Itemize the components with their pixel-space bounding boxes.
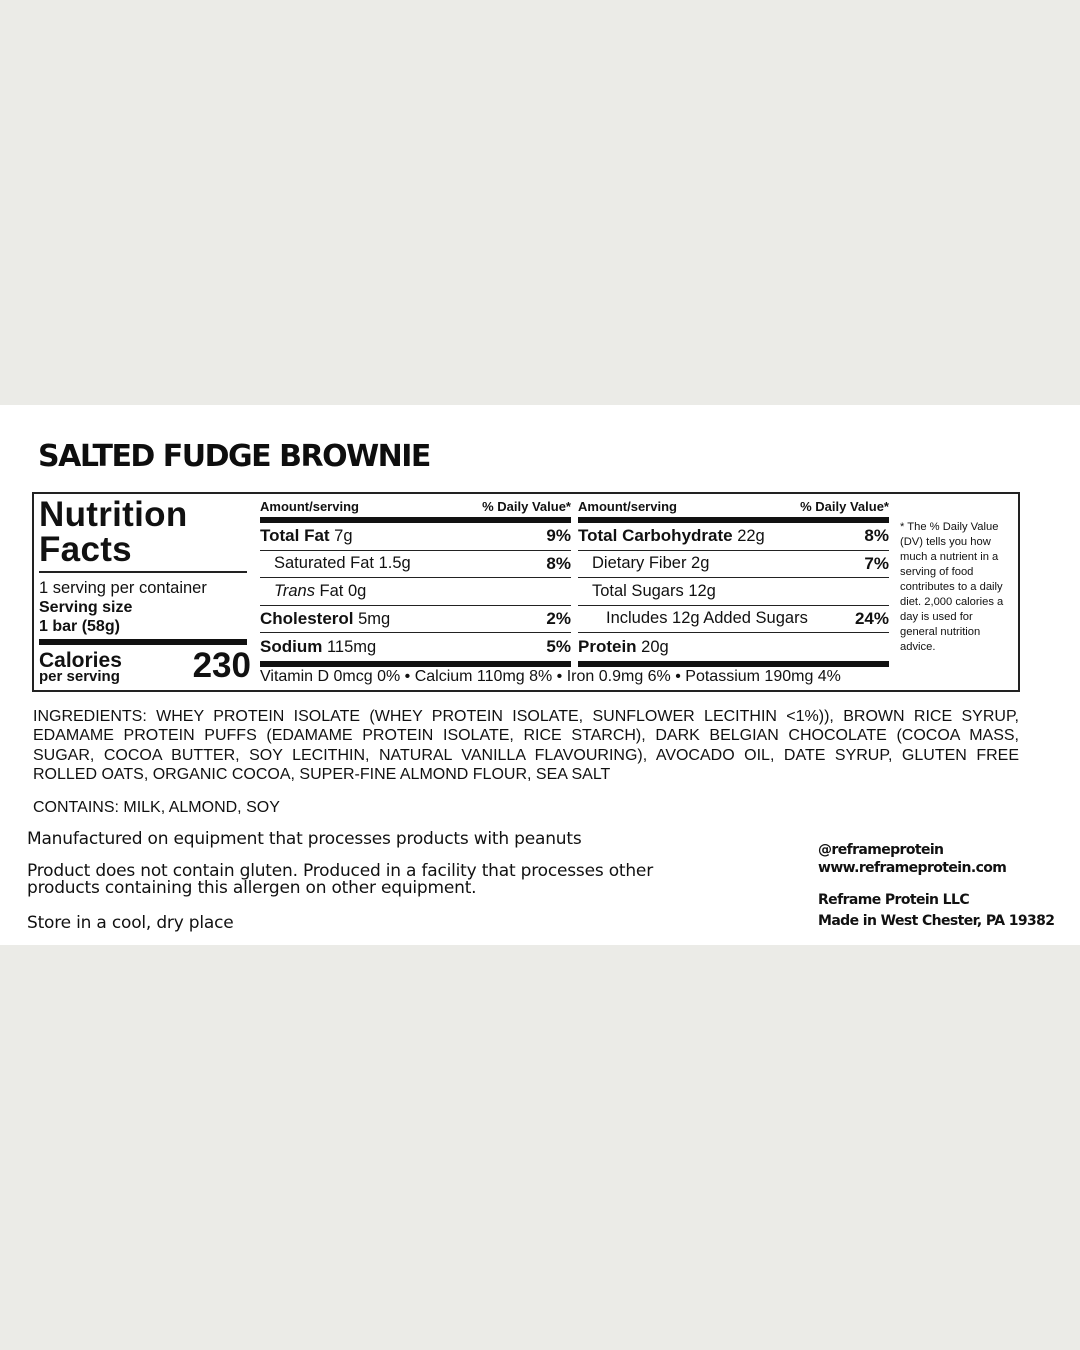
- nutrient-row-total-sugars: [578, 578, 889, 606]
- nutrient-amount: 7g: [334, 527, 353, 546]
- nutrient-row-total-fat: [260, 523, 571, 551]
- nutrient-name: Total Carbohydrate: [578, 526, 733, 546]
- serving-size-label: Serving size: [39, 599, 133, 616]
- brand-social: [818, 841, 1006, 877]
- nutrient-name: Sodium: [260, 636, 323, 656]
- nutrient-row-cholesterol: [260, 606, 571, 634]
- nutrient-dv: 9%: [546, 526, 571, 546]
- product-title: SALTED FUDGE BROWNIE: [38, 439, 430, 474]
- nutrient-dv: 24%: [854, 608, 889, 628]
- nutrient-amount: 2g: [691, 554, 710, 573]
- nutrient-name: Protein: [578, 636, 637, 656]
- nutrient-row-added-sugars: [578, 606, 889, 634]
- allergen-contains: CONTAINS: MILK, ALMOND, SOY: [33, 799, 280, 816]
- nutrition-facts-box: [32, 492, 1020, 692]
- nutrient-row-total-carbohydrate: [578, 523, 889, 551]
- nutrient-amount: 20g: [641, 637, 669, 656]
- website-link: www.reframeprotein.com: [818, 860, 1007, 876]
- nutrient-name: Total Fat: [260, 526, 330, 546]
- nutrient-name: Total Sugars: [592, 581, 684, 600]
- calories-label: Calories: [39, 649, 122, 672]
- divider: [39, 571, 247, 573]
- nutrient-amount: 115mg: [326, 637, 377, 656]
- nutrient-dv: 5%: [546, 636, 571, 656]
- nutrient-column-right: [578, 499, 889, 667]
- gluten-note: Product does not contain gluten. Produced in a facility that processes other products containing this allergen on other equipment.: [27, 861, 653, 898]
- nutrient-amount: 1.5g: [378, 554, 411, 573]
- nutrient-name: Includes 12g Added Sugars: [606, 609, 808, 628]
- nutrient-name-suffix: Fat: [319, 581, 344, 600]
- nutrition-facts-summary: [39, 495, 251, 685]
- column-header: [578, 499, 889, 517]
- nutrient-row-saturated-fat: [260, 551, 571, 579]
- nutrition-heading-line2: Facts: [39, 530, 132, 569]
- nutrient-dv: 8%: [546, 553, 571, 573]
- nutrient-amount: 5mg: [358, 609, 391, 628]
- company-origin: Made in West Chester, PA 19382: [818, 913, 1055, 929]
- nutrient-amount: 22g: [737, 527, 765, 546]
- nutrient-name: Saturated Fat: [274, 554, 374, 573]
- nutrient-name: Trans: [274, 581, 315, 600]
- amount-header: Amount/serving: [578, 499, 677, 514]
- nutrition-heading-line1: Nutrition: [39, 495, 188, 534]
- social-handle: @reframeprotein: [818, 842, 944, 858]
- equipment-note: Manufactured on equipment that processes products with peanuts: [27, 829, 582, 849]
- calories-row: [39, 645, 251, 685]
- nutrient-row-dietary-fiber: [578, 551, 889, 579]
- nutrient-amount: 12g: [688, 581, 716, 600]
- calories-sub-label: per serving: [39, 668, 120, 685]
- company-name: Reframe Protein LLC: [818, 892, 970, 908]
- daily-value-header: % Daily Value*: [482, 499, 571, 514]
- divider-thick: [260, 661, 571, 667]
- nutrient-dv: 7%: [864, 553, 889, 573]
- servings-per-container: 1 serving per container: [39, 579, 207, 597]
- nutrient-column-left: [260, 499, 571, 667]
- nutrient-dv: 8%: [864, 526, 889, 546]
- calories-value: 230: [192, 646, 251, 685]
- product-label-panel: [0, 405, 1080, 945]
- nutrient-dv: 2%: [546, 608, 571, 628]
- nutrient-row-sodium: [260, 633, 571, 661]
- storage-note: Store in a cool, dry place: [27, 913, 234, 933]
- daily-value-footnote: * The % Daily Value (DV) tells you how much a nutrient in a serving of food contributes to a daily diet. 2,000 calories a day is used for general nutrition advice.: [900, 521, 1004, 653]
- divider-thick: [578, 661, 889, 667]
- nutrient-name: Cholesterol: [260, 608, 354, 628]
- column-header: [260, 499, 571, 517]
- daily-value-header: % Daily Value*: [800, 499, 889, 514]
- nutrient-row-protein: [578, 633, 889, 661]
- ingredients-list: INGREDIENTS: WHEY PROTEIN ISOLATE (WHEY PROTEIN ISOLATE, SUNFLOWER LECITHIN <1%)), BROWN RICE SYRUP, EDAMAME PROTEIN PUFFS (EDAMAME PROTEIN ISOLATE, RICE STARCH), DARK BELGIAN CHOCOLATE (COCOA MASS, SUGAR, COCOA BUTTER, SOY LECITHIN, NATURAL VANILLA FLAVOURING), AVOCADO OIL, DATE SYRUP, GLUTEN FREE ROLLED OATS, ORGANIC COCOA, SUPER-FINE ALMOND FLOUR, SEA SALT: [33, 708, 1019, 784]
- vitamins-minerals: Vitamin D 0mcg 0% • Calcium 110mg 8% • Iron 0.9mg 6% • Potassium 190mg 4%: [260, 668, 841, 685]
- brand-company: [818, 890, 1054, 932]
- serving-size-value: 1 bar (58g): [39, 618, 120, 635]
- nutrient-name: Dietary Fiber: [592, 554, 687, 573]
- amount-header: Amount/serving: [260, 499, 359, 514]
- nutrient-amount: 0g: [347, 581, 367, 600]
- nutrient-row-trans-fat: [260, 578, 571, 606]
